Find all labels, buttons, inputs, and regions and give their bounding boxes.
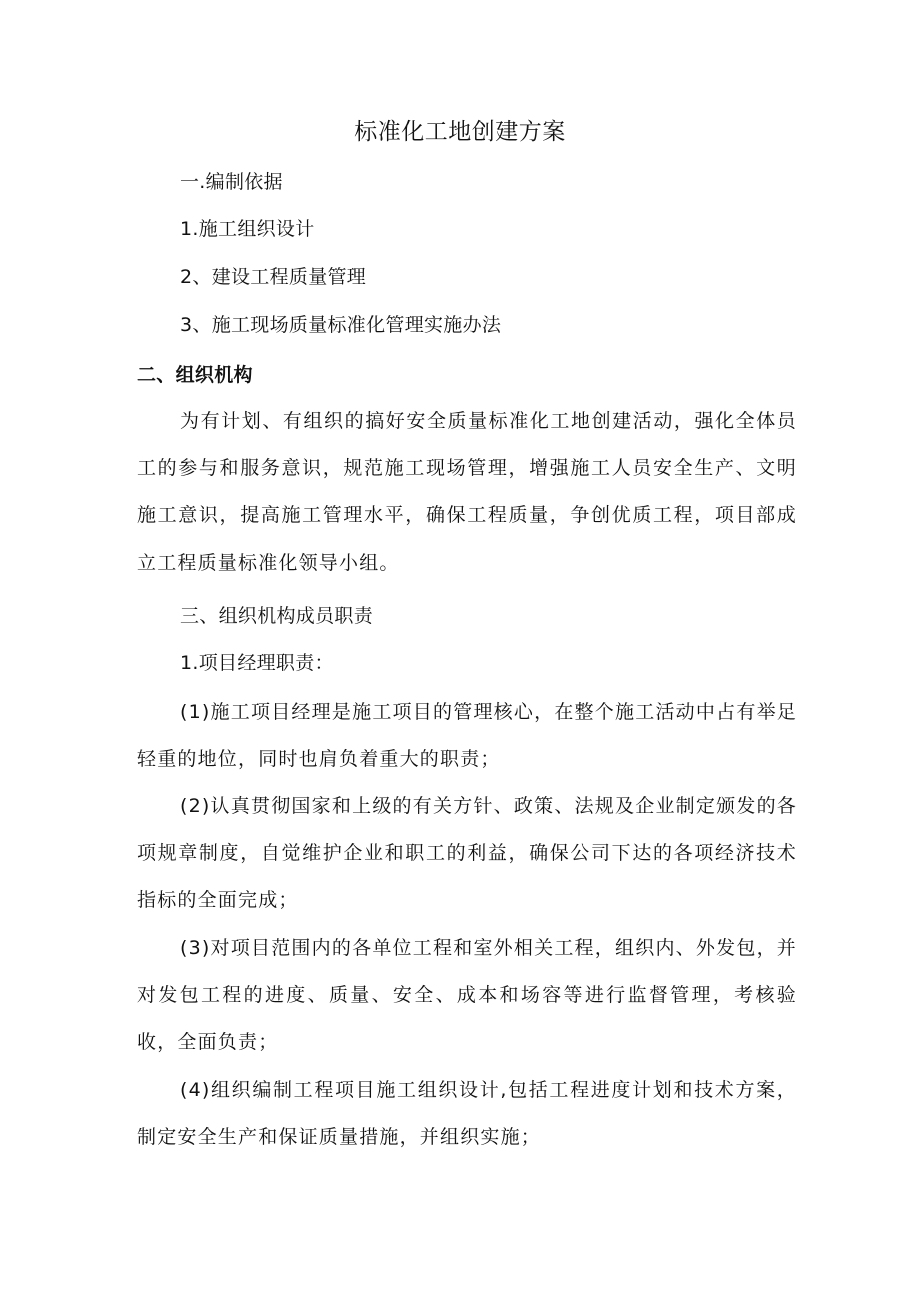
section-heading-basis: 一.编制依据 [180,171,283,193]
basis-item-1: 1.施工组织设计 [180,218,315,240]
organization-paragraph: 为有计划、有组织的搞好安全质量标准化工地创建活动，强化全体员工的参与和服务意识，规范施工现场管理，增强施工人员安全生产、文明施工意识，提高施工管理水平，确保工程质量，争创优质工程，项目部成立工程质量标准化领导小组。 [137,410,797,574]
document-title: 标准化工地创建方案 [354,119,566,145]
duty-item-3: (3)对项目范围内的各单位工程和室外相关工程，组织内、外发包，并对发包工程的进度、质量、安全、成本和场容等进行监督管理，考核验收，全面负责； [137,937,797,1054]
basis-item-3: 3、施工现场质量标准化管理实施办法 [180,314,502,336]
basis-item-2: 2、建设工程质量管理 [180,266,367,288]
duty-item-2: (2)认真贯彻国家和上级的有关方针、政策、法规及企业制定颁发的各项规章制度，自觉维护企业和职工的利益，确保公司下达的各项经济技术指标的全面完成； [137,795,797,912]
duty-item-4: (4)组织编制工程项目施工组织设计,包括工程进度计划和技术方案，制定安全生产和保证质量措施，并组织实施； [137,1079,797,1149]
section-heading-organization: 二、组织机构 [137,364,253,386]
section-heading-duties: 三、组织机构成员职责 [180,605,374,627]
duty-item-1: (1)施工项目经理是施工项目的管理核心，在整个施工活动中占有举足轻重的地位，同时也肩负着重大的职责； [137,701,797,771]
duties-subheading-pm: 1.项目经理职责： [180,652,334,674]
